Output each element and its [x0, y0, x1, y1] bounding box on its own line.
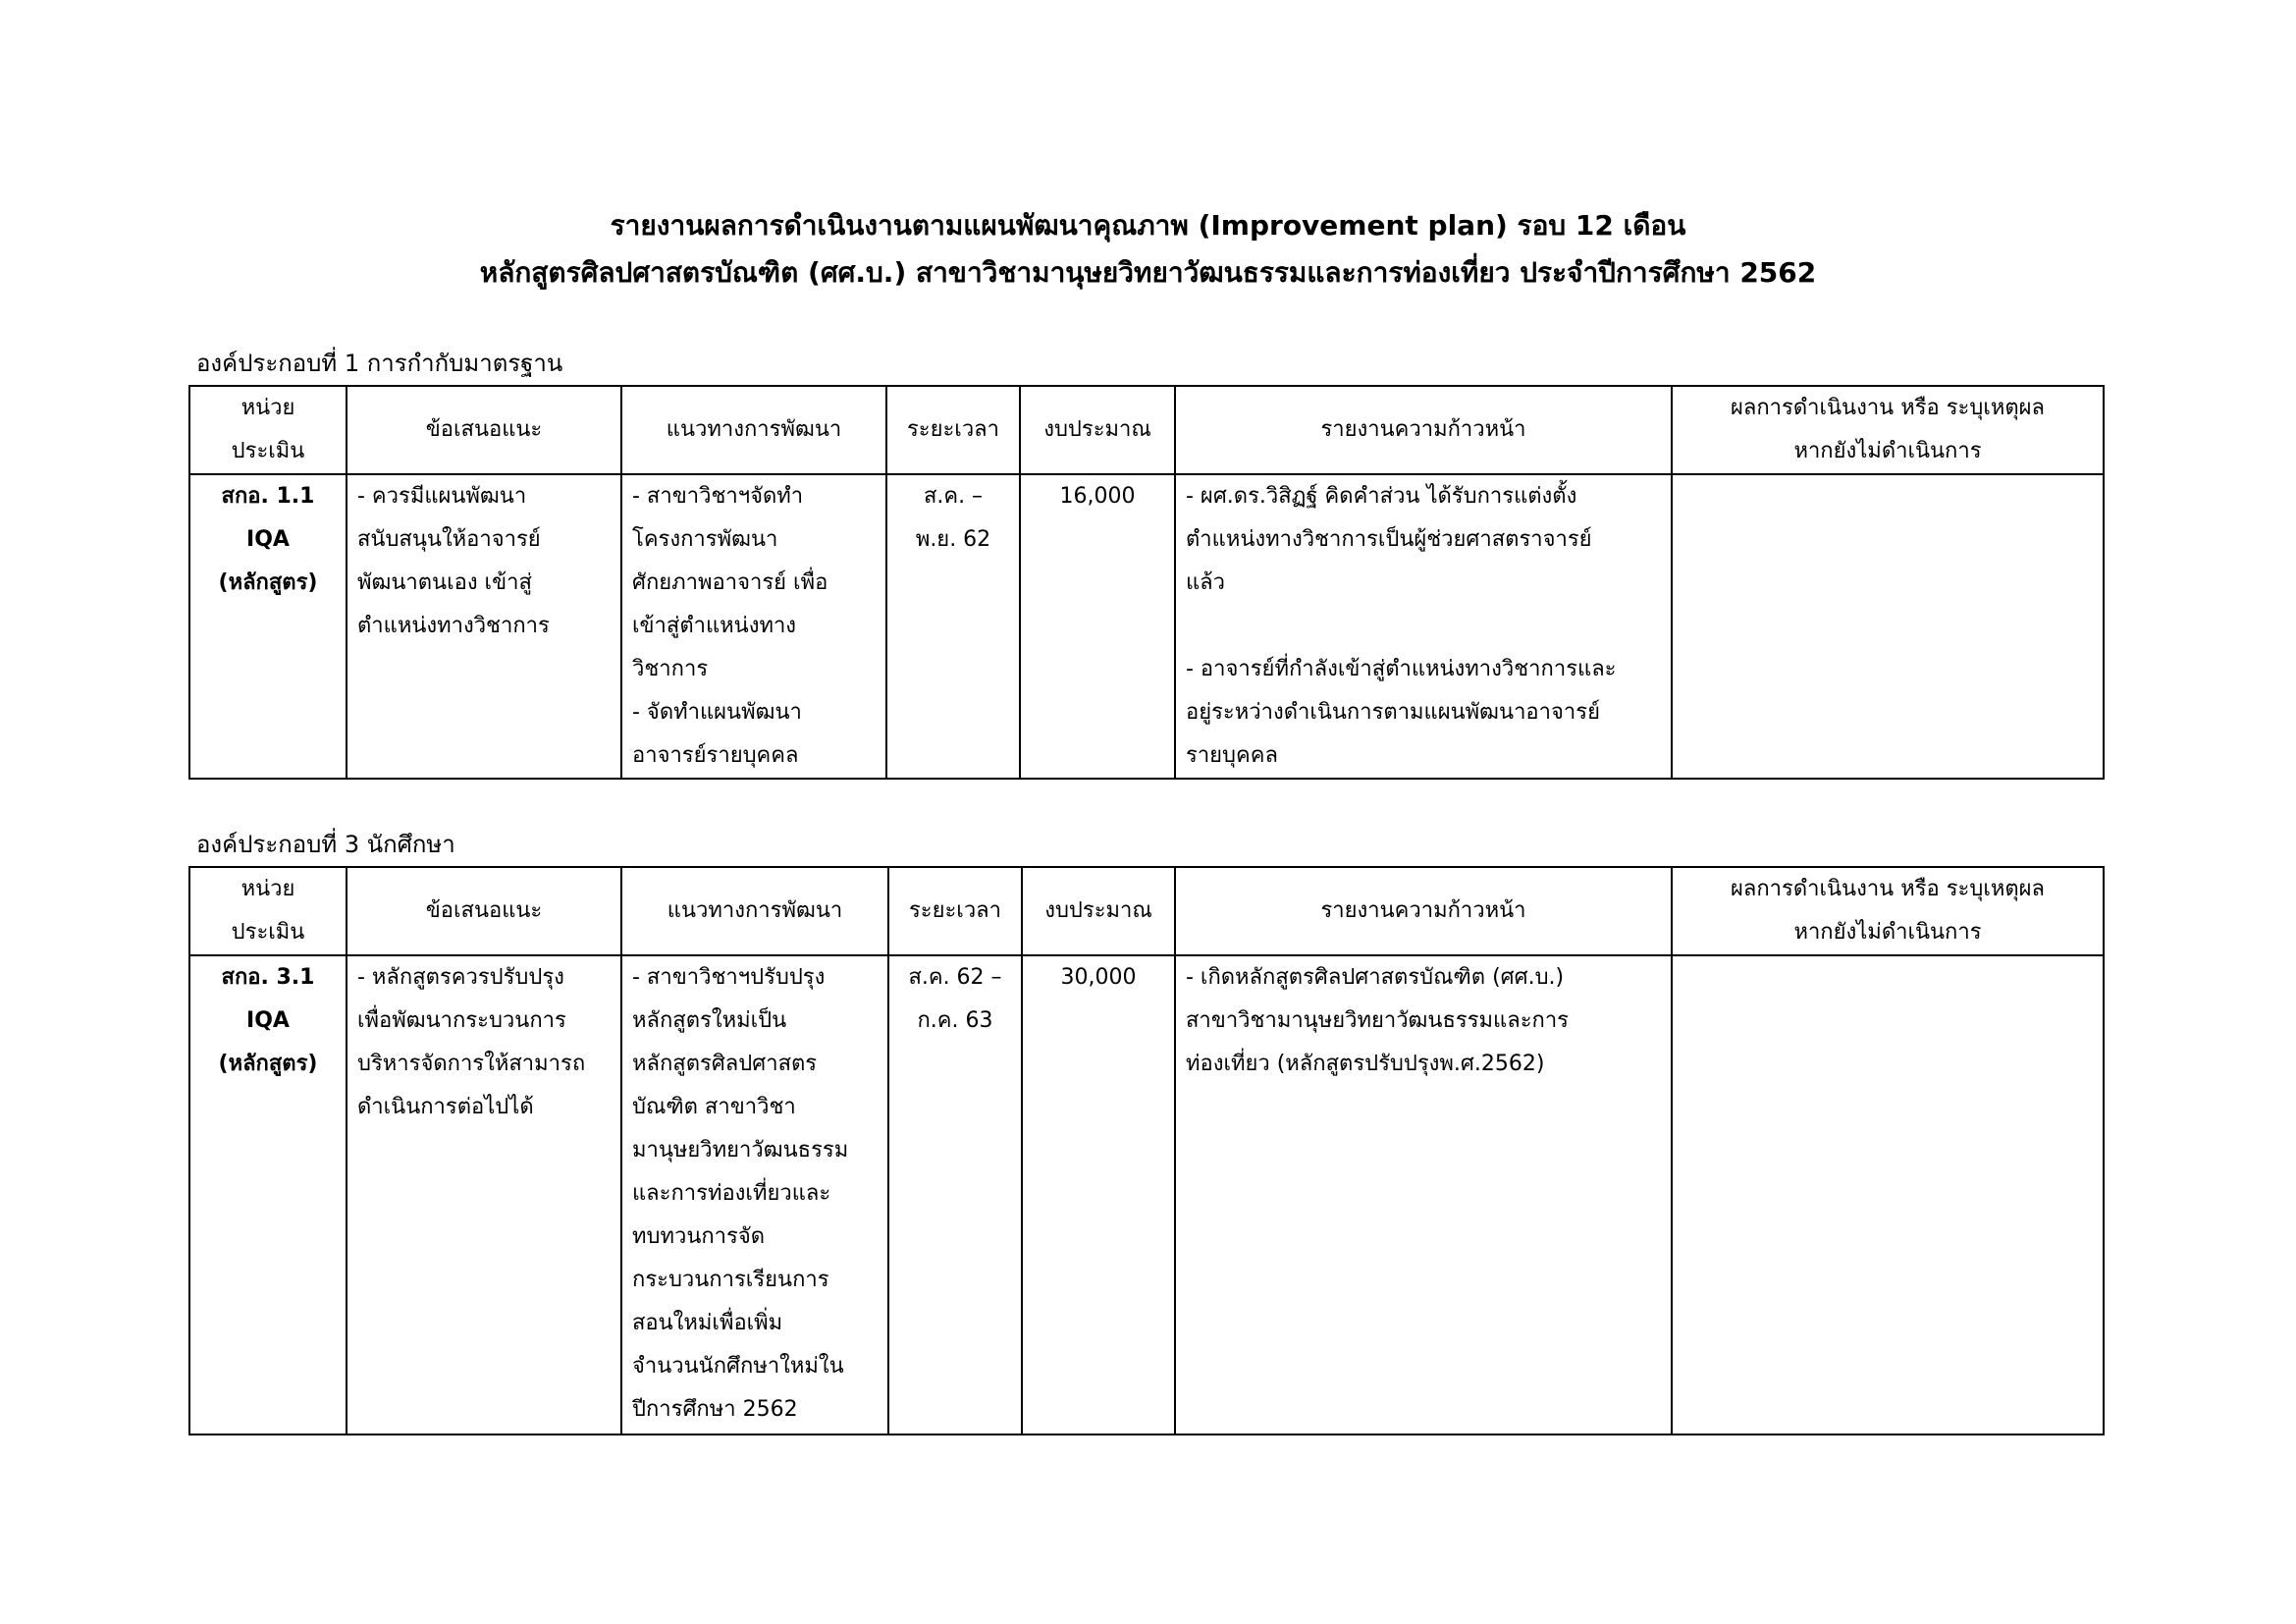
cell-progress: [1175, 955, 1672, 1435]
progress-paragraph-1: [1186, 475, 1661, 605]
table-header-row: [189, 386, 2104, 474]
cell-text-line: - หลักสูตรควรปรับปรุง: [357, 965, 564, 990]
cell-result: [1672, 955, 2104, 1435]
cell-text-line: ตำแหน่งทางวิชาการ: [357, 614, 550, 638]
cell-text-line: - ผศ.ดร.วิสิฏฐ์ คิดคำส่วน ได้รับการแต่งตั้ง: [1186, 484, 1577, 509]
table-header-row: [189, 867, 2104, 955]
cell-text-line: สกอ. 1.1: [221, 484, 315, 509]
cell-text-line: ก.ค. 63: [917, 1008, 993, 1033]
section-1-heading: องค์ประกอบที่ 1 การกำกับมาตรฐาน: [196, 350, 563, 377]
cell-text-line: พัฒนาตนเอง เข้าสู่: [357, 570, 532, 595]
cell-text-line: หลักสูตรศิลปศาสตร: [632, 1052, 818, 1076]
cell-text-line: รายบุคคล: [1186, 743, 1278, 768]
cell-text-line: บัณฑิต สาขาวิชา: [632, 1095, 796, 1119]
cell-text-line: - สาขาวิชาฯจัดทำ: [632, 484, 804, 509]
cell-text-line: วิชาการ: [632, 657, 709, 681]
header-approach: แนวทางการพัฒนา: [621, 867, 888, 955]
cell-recommendation: [347, 474, 621, 779]
cell-text-line: กระบวนการเรียนการ: [632, 1268, 829, 1292]
header-result: ผลการดำเนินงาน หรือ ระบุเหตุผล หากยังไม่ดำเนินการ: [1672, 386, 2104, 474]
cell-period: [888, 955, 1022, 1435]
header-period: ระยะเวลา: [888, 867, 1022, 955]
cell-text-line: IQA: [246, 1008, 290, 1033]
cell-unit: [189, 474, 347, 779]
cell-text-line: (หลักสูตร): [218, 1052, 318, 1076]
cell-text-line: ท่องเที่ยว (หลักสูตรปรับปรุงพ.ศ.2562): [1186, 1052, 1545, 1076]
cell-result: [1672, 474, 2104, 779]
cell-approach: [621, 955, 888, 1435]
cell-text-line: อาจารย์รายบุคคล: [632, 743, 799, 768]
cell-unit: [189, 955, 347, 1435]
cell-text-line: ตำแหน่งทางวิชาการเป็นผู้ช่วยศาสตราจารย์: [1186, 527, 1592, 552]
cell-text-line: (หลักสูตร): [218, 570, 318, 595]
header-unit: หน่วย ประเมิน: [189, 386, 347, 474]
cell-text-line: จำนวนนักศึกษาใหม่ใน: [632, 1354, 844, 1379]
cell-text-line: บริหารจัดการให้สามารถ: [357, 1052, 586, 1076]
cell-text-line: เพื่อพัฒนากระบวนการ: [357, 1008, 566, 1033]
cell-budget: 30,000: [1022, 955, 1175, 1435]
cell-text-line: ส.ค. –: [923, 484, 984, 509]
header-approach: แนวทางการพัฒนา: [621, 386, 886, 474]
cell-text-line: - เกิดหลักสูตรศิลปศาสตรบัณฑิต (ศศ.บ.): [1186, 965, 1565, 990]
cell-text-line: หลักสูตรใหม่เป็น: [632, 1008, 787, 1033]
cell-text-line: เข้าสู่ตำแหน่งทาง: [632, 614, 797, 638]
cell-text-line: - สาขาวิชาฯปรับปรุง: [632, 965, 826, 990]
section-3-heading: องค์ประกอบที่ 3 นักศึกษา: [196, 831, 455, 858]
cell-text-line: โครงการพัฒนา: [632, 527, 778, 552]
cell-text-line: - จัดทำแผนพัฒนา: [632, 700, 802, 725]
header-progress: รายงานความก้าวหน้า: [1175, 867, 1672, 955]
cell-text-line: อยู่ระหว่างดำเนินการตามแผนพัฒนาอาจารย์: [1186, 700, 1600, 725]
header-progress: รายงานความก้าวหน้า: [1175, 386, 1672, 474]
cell-period: [886, 474, 1020, 779]
cell-text-line: ดำเนินการต่อไปได้: [357, 1095, 534, 1119]
header-recommendation: ข้อเสนอแนะ: [347, 867, 621, 955]
cell-recommendation: [347, 955, 621, 1435]
cell-text-line: มานุษยวิทยาวัฒนธรรม: [632, 1138, 849, 1163]
cell-text-line: ทบทวนการจัด: [632, 1224, 766, 1249]
table-row: [189, 955, 2104, 1435]
header-result: ผลการดำเนินงาน หรือ ระบุเหตุผล หากยังไม่ดำเนินการ: [1672, 867, 2104, 955]
report-title-line-1: รายงานผลการดำเนินงานตามแผนพัฒนาคุณภาพ (Improvement plan) รอบ 12 เดือน: [610, 209, 1686, 242]
cell-text-line: และการท่องเที่ยวและ: [632, 1181, 831, 1206]
cell-text-line: - อาจารย์ที่กำลังเข้าสู่ตำแหน่งทางวิชาการและ: [1186, 657, 1617, 681]
cell-progress: [1175, 474, 1672, 779]
cell-text-line: - ควรมีแผนพัฒนา: [357, 484, 527, 509]
cell-text-line: IQA: [246, 527, 290, 552]
cell-text-line: ปีการศึกษา 2562: [632, 1397, 798, 1422]
progress-paragraph-2: [1186, 648, 1661, 778]
cell-approach: [621, 474, 886, 779]
report-title-line-2: หลักสูตรศิลปศาสตรบัณฑิต (ศศ.บ.) สาขาวิชามานุษยวิทยาวัฒนธรรมและการท่องเที่ยว ประจำปีการศึกษา 2562: [479, 256, 1817, 289]
table-row: [189, 474, 2104, 779]
cell-text-line: แล้ว: [1186, 570, 1226, 595]
cell-text-line: สอนใหม่เพื่อเพิ่ม: [632, 1311, 783, 1335]
cell-text-line: ศักยภาพอาจารย์ เพื่อ: [632, 570, 828, 595]
section-1-table: [188, 385, 2105, 780]
header-period: ระยะเวลา: [886, 386, 1020, 474]
cell-text-line: สนับสนุนให้อาจารย์: [357, 527, 541, 552]
header-unit: หน่วย ประเมิน: [189, 867, 347, 955]
cell-text-line: สาขาวิชามานุษยวิทยาวัฒนธรรมและการ: [1186, 1008, 1569, 1033]
cell-text-line: พ.ย. 62: [915, 527, 991, 552]
header-budget: งบประมาณ: [1020, 386, 1175, 474]
cell-text-line: สกอ. 3.1: [221, 965, 315, 990]
cell-text-line: ส.ค. 62 –: [908, 965, 1002, 990]
progress-paragraph-1: [1186, 956, 1661, 1086]
section-3-table: [188, 866, 2105, 1435]
header-budget: งบประมาณ: [1022, 867, 1175, 955]
cell-budget: 16,000: [1020, 474, 1175, 779]
header-recommendation: ข้อเสนอแนะ: [347, 386, 621, 474]
